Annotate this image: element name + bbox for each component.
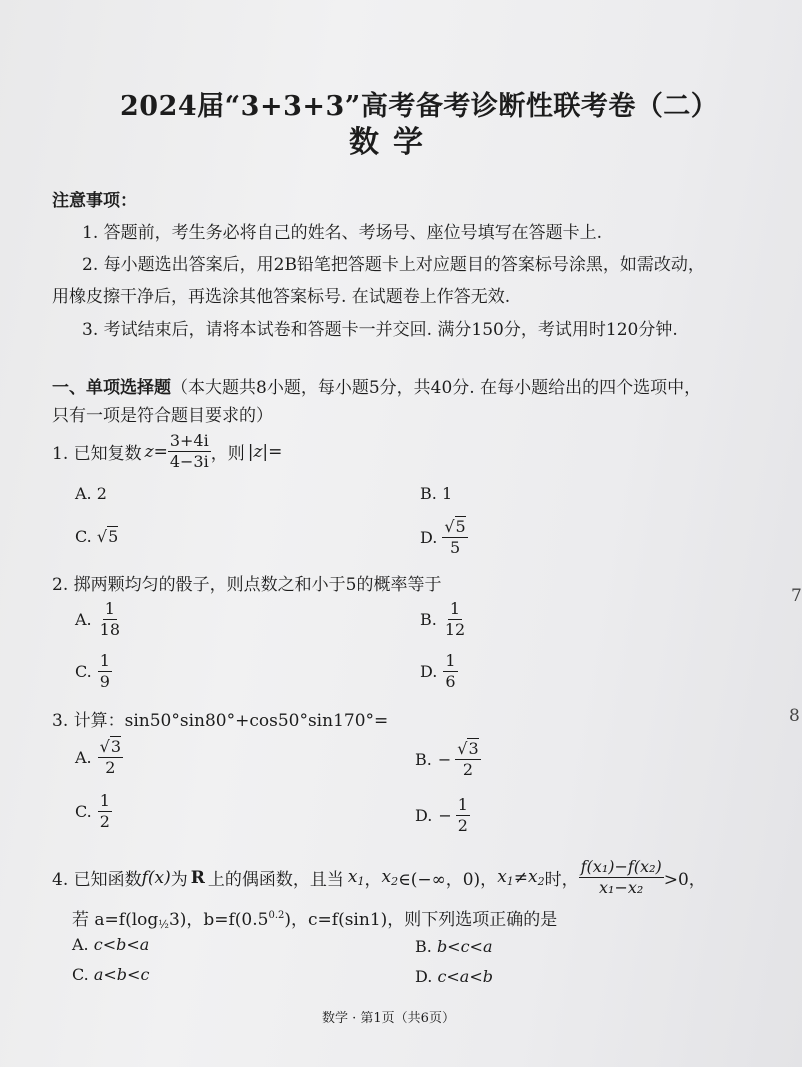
q4-neq: ≠ bbox=[513, 867, 529, 888]
q1-option-b-label: B. bbox=[420, 484, 437, 503]
q4-option-d-value: c<a<b bbox=[437, 967, 493, 986]
exam-subject: 数学 bbox=[349, 125, 437, 160]
q3-option-c bbox=[75, 792, 112, 832]
frac-num bbox=[98, 738, 123, 758]
q4-option-b-label: B. bbox=[415, 937, 432, 956]
q1-option-d-label: D. bbox=[420, 528, 438, 548]
side-mark-1: 7 bbox=[791, 586, 802, 606]
q1-option-a-label: A. bbox=[75, 484, 92, 503]
frac-num: 1 bbox=[103, 600, 117, 620]
q1-option-b bbox=[420, 484, 452, 503]
subscript: 2 bbox=[537, 875, 545, 889]
q3-option-d-label: D. bbox=[415, 806, 433, 826]
question-4-line-1 bbox=[52, 858, 706, 898]
notes-item-3: 3. 考试结束后，请将本试卷和答题卡一并交回. 满分150分，考试用时120分钟. bbox=[82, 320, 678, 340]
q2-option-d bbox=[420, 652, 458, 692]
q4-frac-num: f(x₁)−f(x₂) bbox=[579, 858, 664, 878]
q4-in-set: ∈(−∞，0)， bbox=[398, 870, 498, 891]
q1-option-a bbox=[75, 484, 107, 503]
sqrt-radicand: 5 bbox=[455, 517, 466, 536]
q4-x1 bbox=[348, 867, 365, 888]
q4-log-base: ½ bbox=[158, 918, 169, 931]
q4-option-b-value: b<c<a bbox=[436, 937, 493, 956]
question-2: 2. 掷两颗均匀的骰子，则点数之和小于5的概率等于 bbox=[52, 575, 442, 595]
frac-den: 6 bbox=[445, 672, 456, 692]
section-heading: 一、单项选择题 bbox=[52, 378, 171, 398]
frac-den: 2 bbox=[457, 816, 468, 836]
var-x: x bbox=[381, 867, 392, 888]
q1-fraction bbox=[168, 432, 211, 472]
q1-option-c-value bbox=[97, 526, 118, 546]
subscript: 1 bbox=[506, 875, 514, 889]
q4-option-a bbox=[72, 935, 149, 954]
notes-item-2-line-2: 用橡皮擦干净后，再选涂其他答案标号. 在试题卷上作答无效. bbox=[52, 287, 511, 307]
var-x: x bbox=[497, 867, 507, 888]
q2-option-c bbox=[75, 652, 112, 692]
q4-option-a-label: A. bbox=[72, 935, 89, 954]
notes-item-2-line-1: 2. 每小题选出答案后，用2B铅笔把答题卡上对应题目的答案标号涂黑，如需改动， bbox=[82, 255, 705, 275]
q2-option-d-label: D. bbox=[420, 662, 438, 682]
q2-option-b bbox=[420, 600, 467, 640]
q2-option-a-label: A. bbox=[75, 610, 92, 630]
q4-fx: f(x) bbox=[141, 867, 171, 888]
frac-num: 1 bbox=[456, 796, 470, 816]
q4-option-a-value: c<b<a bbox=[93, 935, 150, 954]
q2-option-a bbox=[75, 600, 122, 640]
q4-prefix: 4. 已知函数 bbox=[52, 870, 142, 891]
q4-option-c-label: C. bbox=[72, 965, 89, 984]
q1-option-d-fraction bbox=[442, 518, 467, 558]
question-1 bbox=[52, 432, 282, 472]
q2-option-c-label: C. bbox=[75, 662, 92, 682]
q4-option-c bbox=[72, 965, 149, 984]
frac-den: 2 bbox=[462, 760, 474, 780]
q4-fraction bbox=[579, 858, 664, 898]
q4-when: 时， bbox=[544, 870, 579, 891]
frac-num: 1 bbox=[98, 652, 112, 672]
q4-option-c-value: a<b<c bbox=[93, 965, 150, 984]
subscript: 1 bbox=[357, 875, 365, 889]
q1-option-c-label: C. bbox=[75, 527, 92, 546]
sqrt-symbol: √ bbox=[99, 737, 110, 756]
frac-den: 12 bbox=[444, 620, 466, 640]
q1-frac-den: 4−3i bbox=[169, 452, 209, 472]
frac-num: 1 bbox=[443, 652, 457, 672]
q1-end: = bbox=[268, 441, 283, 462]
q2-option-a-fraction bbox=[98, 600, 122, 640]
question-4-line-2 bbox=[72, 905, 557, 931]
sqrt-symbol: √ bbox=[444, 517, 455, 536]
q3-option-b-fraction bbox=[455, 740, 480, 780]
sqrt-symbol: √ bbox=[457, 739, 468, 758]
section-description-2: 只有一项是符合题目要求的） bbox=[52, 406, 273, 426]
q3-option-c-fraction bbox=[98, 792, 112, 832]
q3-option-d-fraction bbox=[456, 796, 470, 836]
q1-option-d-den: 5 bbox=[449, 538, 461, 558]
q4-real-set: R bbox=[190, 867, 205, 888]
q1-var: z bbox=[144, 441, 154, 462]
frac-den: 18 bbox=[99, 620, 120, 640]
q4-frac-den: x₁−x₂ bbox=[599, 878, 644, 898]
q3-option-a-fraction bbox=[98, 738, 123, 778]
q1-prefix: 1. 已知复数 bbox=[52, 444, 142, 465]
q2-option-d-fraction bbox=[443, 652, 457, 692]
q3-option-a bbox=[75, 738, 123, 778]
q2-option-c-fraction bbox=[98, 652, 112, 692]
q4-gt: >0， bbox=[663, 870, 706, 891]
frac-den: 9 bbox=[99, 672, 110, 692]
var-x: x bbox=[347, 867, 358, 888]
q4-option-d bbox=[415, 967, 493, 986]
sqrt-radicand: 3 bbox=[468, 739, 479, 758]
q2-option-b-label: B. bbox=[420, 610, 437, 630]
q4-mid: 为 bbox=[170, 870, 188, 891]
q4-option-d-label: D. bbox=[415, 967, 433, 986]
sqrt-radicand: 5 bbox=[108, 527, 119, 546]
q3-option-b bbox=[415, 740, 481, 780]
q3-option-d-sign: − bbox=[438, 806, 452, 826]
q4-comma: ， bbox=[364, 870, 382, 891]
subscript: 2 bbox=[391, 875, 399, 889]
q1-suffix: ，则 bbox=[210, 444, 245, 465]
q1-abs: |z| bbox=[247, 441, 269, 462]
q4-option-b bbox=[415, 937, 493, 956]
q3-option-b-label: B. bbox=[415, 750, 432, 770]
q3-option-a-label: A. bbox=[75, 748, 92, 768]
q4-x2 bbox=[382, 867, 399, 888]
q4-exponent: 0.2 bbox=[268, 910, 285, 921]
notes-heading: 注意事项： bbox=[52, 191, 137, 211]
q2-option-b-fraction bbox=[443, 600, 467, 640]
q4-neq-x2 bbox=[528, 867, 545, 888]
frac-num: 1 bbox=[98, 792, 112, 812]
q4-line2-a: 若 a=f(log bbox=[72, 910, 159, 930]
sqrt-symbol: √ bbox=[96, 527, 108, 546]
q3-option-c-label: C. bbox=[75, 802, 92, 822]
section-description-1: （本大题共8小题，每小题5分，共40分. 在每小题给出的四个选项中， bbox=[171, 378, 702, 398]
q1-option-a-value: 2 bbox=[96, 484, 107, 503]
q1-option-d-num bbox=[442, 518, 467, 538]
side-mark-2: 8 bbox=[789, 706, 800, 726]
var-x: x bbox=[528, 867, 538, 888]
q1-option-b-value: 1 bbox=[441, 484, 453, 503]
frac-num: 1 bbox=[448, 600, 462, 620]
q4-line2-b: 3)，b=f(0.5 bbox=[168, 910, 269, 930]
notes-item-1: 1. 答题前，考生务必将自己的姓名、考场号、座位号填写在答题卡上. bbox=[82, 223, 603, 243]
section-heading-line-1 bbox=[52, 373, 701, 398]
frac-num bbox=[455, 740, 480, 760]
frac-den: 2 bbox=[99, 812, 110, 832]
q1-option-d bbox=[420, 518, 468, 558]
question-3: 3. 计算：sin50°sin80°+cos50°sin170°= bbox=[52, 711, 389, 731]
frac-den: 2 bbox=[105, 758, 116, 778]
q1-frac-num: 3+4i bbox=[168, 432, 211, 452]
q4-line2-c: )，c=f(sin1)，则下列选项正确的是 bbox=[284, 910, 558, 930]
q1-eq: = bbox=[153, 441, 168, 462]
q4-neq-x1 bbox=[497, 867, 514, 888]
q1-option-c bbox=[75, 527, 118, 546]
q3-option-b-sign: − bbox=[437, 750, 452, 770]
exam-title: 2024届“3+3+3”高考备考诊断性联考卷（二） bbox=[120, 91, 719, 122]
sqrt-radicand: 3 bbox=[110, 737, 122, 756]
page-footer: 数学 · 第1页（共6页） bbox=[322, 1011, 455, 1026]
q4-mid2: 上的偶函数，且当 bbox=[207, 870, 344, 891]
q3-option-d bbox=[415, 796, 470, 836]
